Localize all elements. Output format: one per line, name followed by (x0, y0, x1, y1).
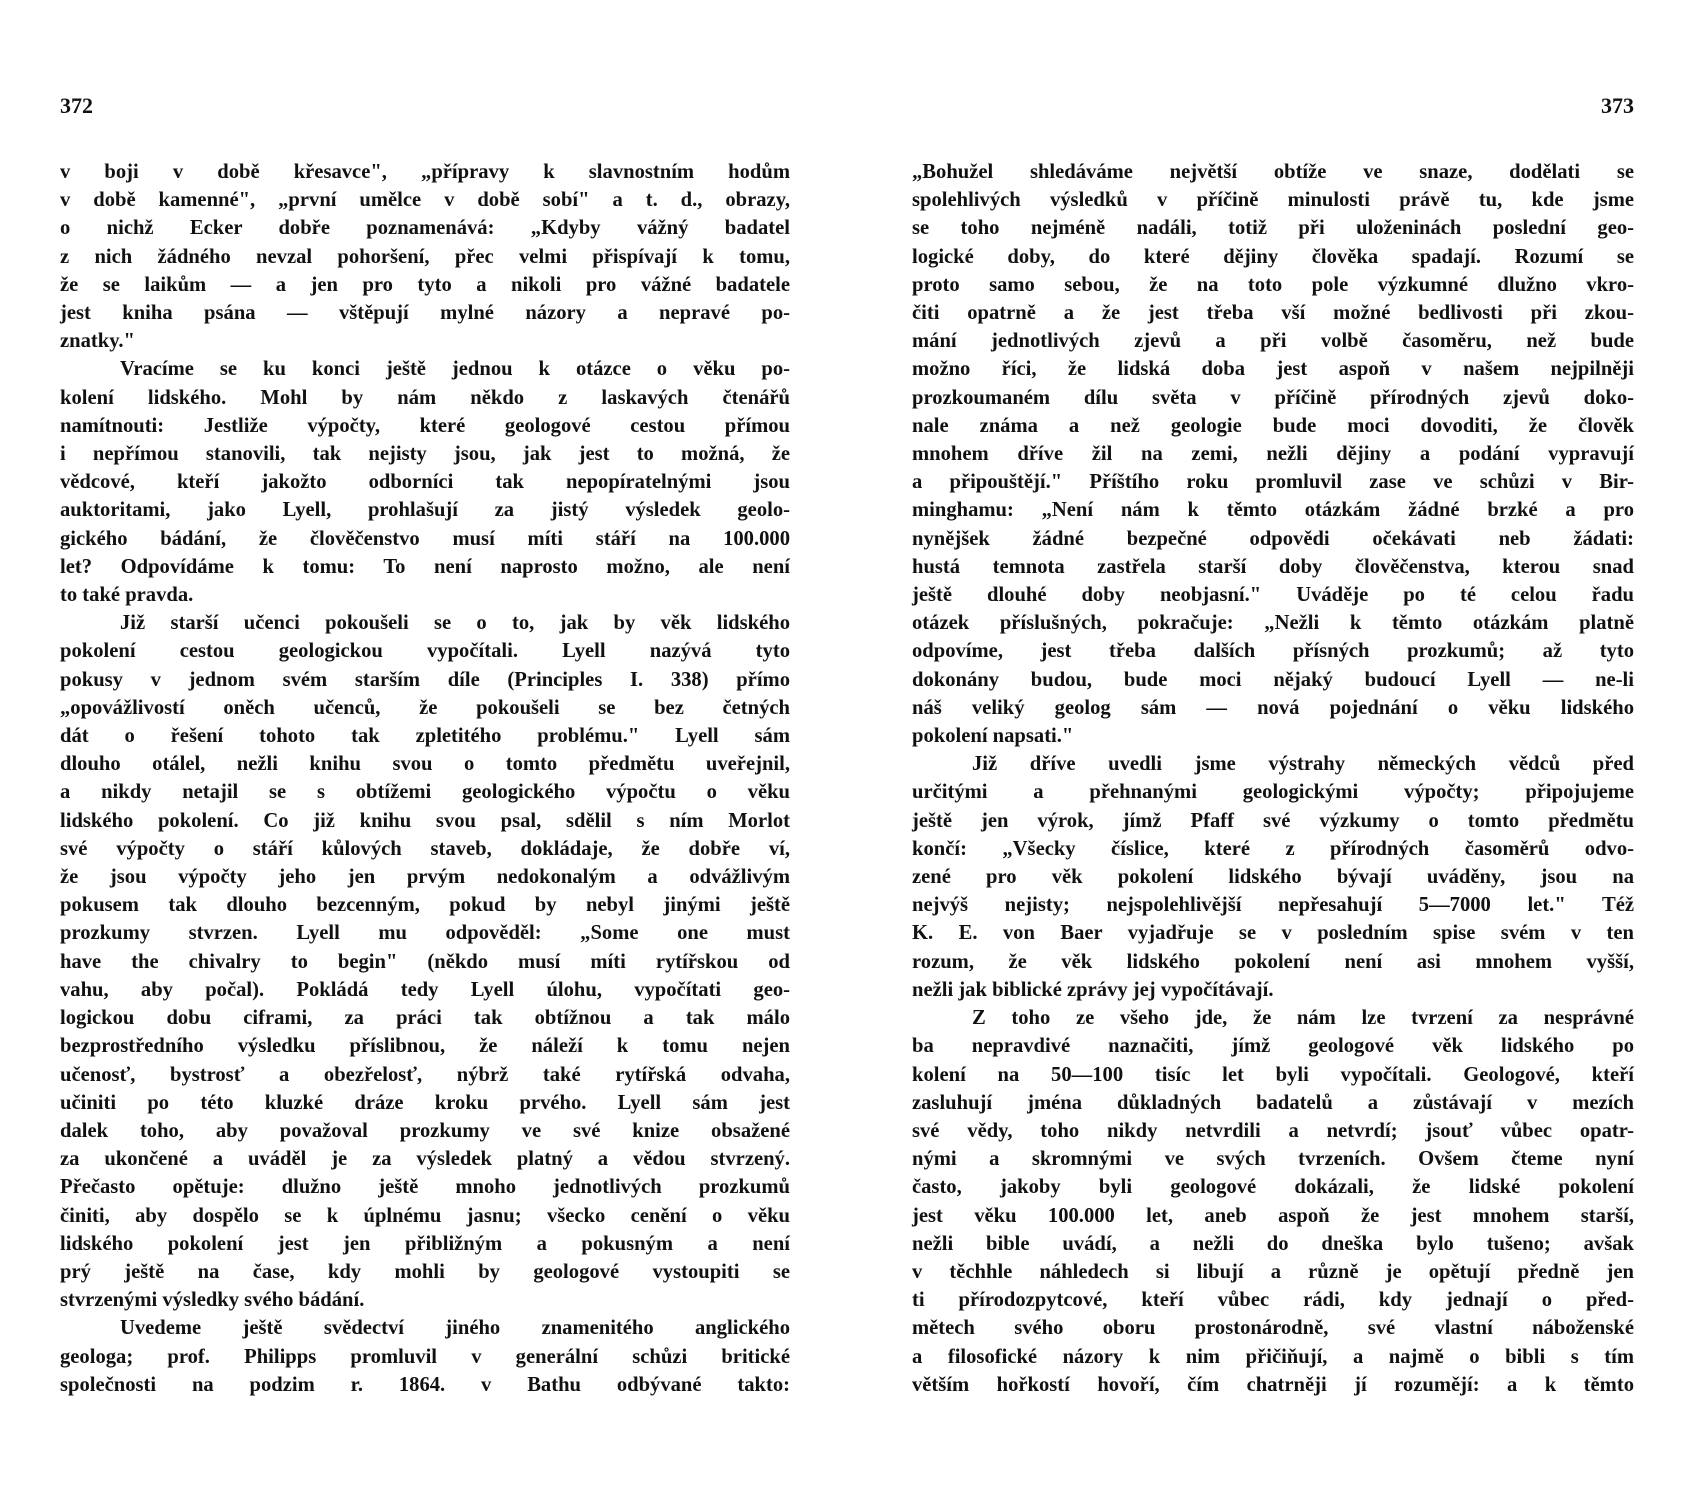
text-line: určitými a přehnanými geologickými výpočty; připojujeme (912, 781, 1634, 804)
text-line: své vědy, toho nikdy netvrdili a netvrdí; jsouť vůbec opatr- (912, 1119, 1634, 1142)
text-line: nejvýš nejisty; nejspolehlivější nepřesahují 5—7000 let." Též (912, 894, 1634, 917)
page-number: 373 (1601, 93, 1634, 118)
text-line: činiti, aby dospělo se k úplnému jasnu; všecko cenění o věku (60, 1204, 790, 1227)
text-line: že se laikům — a jen pro tyto a nikoli pro vážné badatele (60, 273, 790, 296)
text-line: lidského pokolení jest jen přibližným a pokusným a není (60, 1232, 790, 1255)
text-line: spolehlivých výsledků v příčině minulosti právě tu, kde jsme (912, 189, 1634, 212)
text-line: nežli bible uvádí, a nežli do dneška bylo tušeno; avšak (912, 1232, 1634, 1255)
text-line: Přečasto opětuje: dlužno ještě mnoho jednotlivých prozkumů (60, 1176, 790, 1199)
text-line: nale známa a než geologie bude moci dovoditi, že člověk (912, 414, 1634, 437)
text-line: se toho nejméně nadáli, totiž při uloženinách poslední geo- (912, 217, 1634, 240)
text-line: let? Odpovídáme k tomu: To není naprosto možno, ale není (60, 555, 790, 578)
text-line: prozkumy stvrzen. Lyell mu odpověděl: „Some one must (60, 922, 790, 945)
text-line: čiti opatrně a že jest třeba vší možné bedlivosti při zkou- (912, 302, 1634, 325)
text-line: have the chivalry to begin" (někdo musí míti rytířskou od (60, 950, 790, 973)
text-line: své výpočty o stáří kůlových staveb, dokládaje, že dobře ví, (60, 837, 790, 860)
text-line: kolení lidského. Mohl by nám někdo z laskavých čtenářů (60, 386, 790, 409)
text-line: pokusy v jednom svém starším díle (Principles I. 338) přímo (60, 668, 790, 691)
page-number: 372 (60, 93, 93, 118)
text-line: pokolení cestou geologickou vypočítali. Lyell nazývá tyto (60, 640, 790, 663)
text-line: dalek toho, aby považoval prozkumy ve své knize obsažené (60, 1119, 790, 1142)
text-line: „opovážlivostí oněch učenců, že pokoušeli se bez četných (60, 696, 790, 719)
text-line: učiniti po této kluzké dráze kroku prvého. Lyell sám jest (60, 1091, 790, 1114)
text-line: znatky." (60, 330, 135, 353)
text-line: ještě dlouhé doby neobjasní." Uváděje po té celou řadu (912, 584, 1634, 607)
text-line: nými a skromnými ve svých tvrzeních. Ovšem čteme nyní (912, 1148, 1634, 1171)
text-line: mání jednotlivých zjevů a při volbě časoměru, než bude (912, 330, 1634, 353)
text-line: otázek příslušných, pokračuje: „Nežli k těmto otázkám platně (912, 612, 1634, 635)
text-line: náš veliký geolog sám — nová pojednání o věku lidského (912, 696, 1634, 719)
text-line: v boji v době křesavce", „přípravy k slavnostním hodům (60, 161, 790, 183)
text-line: mnohem dříve žil na zemi, nežli dějiny a podání vypravují (912, 443, 1634, 466)
text-line: pokusem tak dlouho bezcenným, pokud by nebyl jinými ještě (60, 894, 790, 917)
text-line: gického bádání, že člověčenstvo musí míti stáří na 100.000 (60, 527, 790, 550)
text-line: o nichž Ecker dobře poznamenává: „Kdyby vážný badatel (60, 217, 790, 240)
text-line: z nich žádného nevzal pohoršení, přec velmi přispívají k tomu, (60, 245, 790, 268)
text-line: v těchhle náhledech si libují a různě je opětují předně jen (912, 1260, 1634, 1283)
text-line: prozkoumaném dílu světa v příčině přírodných zjevů doko- (912, 386, 1634, 409)
text-line: to také pravda. (60, 584, 194, 607)
text-line: rozum, že věk lidského pokolení není asi mnohem vyšší, (912, 950, 1634, 973)
text-line: učenosť, bystrosť a obezřelosť, nýbrž také rytířská odvaha, (60, 1063, 790, 1086)
text-line: bezprostředního výsledku příslibnou, že náleží k tomu nejen (60, 1035, 790, 1058)
text-line: lidského pokolení. Co již knihu svou psal, sdělil s ním Morlot (60, 809, 790, 832)
text-line: za ukončené a uváděl je za výsledek platný a vědou stvrzený. (60, 1148, 790, 1171)
text-line: Uvedeme ještě svědectví jiného znamenitého anglického (120, 1317, 790, 1340)
text-line: kolení na 50—100 tisíc let byli vypočítali. Geologové, kteří (912, 1063, 1634, 1086)
text-line: Již starší učenci pokoušeli se o to, jak by věk lidského (120, 612, 790, 635)
text-line: prý ještě na čase, kdy mohli by geologové vystoupiti se (60, 1260, 790, 1283)
text-line: nežli jak biblické zprávy jej vypočítávají. (912, 978, 1274, 1001)
text-line: i nepřímou stanovili, tak nejisty jsou, jak jest to možná, že (60, 443, 790, 466)
text-line: stvrzenými výsledky svého bádání. (60, 1289, 365, 1312)
text-line: logické doby, do které dějiny člověka spadají. Rozumí se (912, 245, 1634, 268)
text-line: dokonány budou, bude moci nějaký budoucí Lyell — ne-li (912, 668, 1634, 691)
text-line: K. E. von Baer vyjadřuje se v posledním spise svém v ten (912, 922, 1634, 945)
text-line: vědcové, kteří jakožto odborníci tak nepopíratelnými jsou (60, 471, 790, 494)
text-line: ti přírodozpytcové, kteří vůbec rádi, kdy jednají o před- (912, 1289, 1634, 1312)
text-line: dát o řešení tohoto tak zpletitého problému." Lyell sám (60, 725, 790, 748)
text-line: ještě jen výrok, jímž Pfaff své výzkumy o tomto předmětu (912, 809, 1634, 832)
text-line: Z toho ze všeho jde, že nám lze tvrzení za nesprávné (972, 1007, 1634, 1030)
text-line: společnosti na podzim r. 1864. v Bathu odbývané takto: (60, 1373, 790, 1396)
text-line: a filosofické názory k nim přičiňují, a najmě o bibli s tím (912, 1345, 1634, 1368)
text-line: proto samo sebou, že na toto pole výzkumné dlužno vkro- (912, 273, 1634, 296)
text-line: Již dříve uvedli jsme výstrahy německých vědců před (972, 753, 1634, 776)
text-line: ba nepravdivé naznačiti, jímž geologové věk lidského po (912, 1035, 1634, 1058)
text-line: a připouštějí." Příštího roku promluvil zase ve schůzi v Bir- (912, 471, 1634, 494)
page-text (912, 158, 1634, 1399)
text-line: namítnouti: Jestliže výpočty, které geologové cestou přímou (60, 414, 790, 437)
text-line: jest kniha psána — vštěpují mylné názory a nepravé po- (60, 302, 790, 325)
text-line: „Bohužel shledáváme největší obtíže ve snaze, dodělati se (912, 161, 1634, 183)
page-text (60, 158, 790, 1399)
text-line: dlouho otálel, nežli knihu svou o tomto předmětu uveřejnil, (60, 753, 790, 776)
text-line: Vracíme se ku konci ještě jednou k otázce o věku po- (120, 358, 790, 381)
text-line: minghamu: „Není nám k těmto otázkám žádné brzké a pro (912, 499, 1634, 522)
text-line: geologa; prof. Philipps promluvil v generální schůzi britické (60, 1345, 790, 1368)
text-line: vahu, aby počal). Pokládá tedy Lyell úlohu, vypočítati geo- (60, 978, 790, 1001)
text-line: odpovíme, jest třeba dalších přísných prozkumů; až tyto (912, 640, 1634, 663)
text-line: větším hořkostí hovoří, čím chatrněji jí rozumějí: a k těmto (912, 1373, 1634, 1396)
text-line: v době kamenné", „první umělce v době sobí" a t. d., obrazy, (60, 189, 790, 212)
text-line: zasluhují jména důkladných badatelů a zůstávají v mezích (912, 1091, 1634, 1114)
text-line: že jsou výpočty jeho jen prvým nedokonalým a odvážlivým (60, 866, 790, 889)
text-line: logickou dobu ciframi, za práci tak obtížnou a tak málo (60, 1007, 790, 1030)
text-line: a nikdy netajil se s obtížemi geologického výpočtu o věku (60, 781, 790, 804)
text-line: možno říci, že lidská doba jest aspoň v našem nejpilněji (912, 358, 1634, 381)
text-line: jest věku 100.000 let, aneb aspoň že jest mnohem starší, (912, 1204, 1634, 1227)
text-line: zené pro věk pokolení lidského bývají uváděny, jsou na (912, 866, 1634, 889)
text-line: nynějšek žádné bezpečné odpovědi očekávati neb žádati: (912, 527, 1634, 550)
text-line: končí: „Všecky číslice, které z přírodných časoměrů odvo- (912, 837, 1634, 860)
text-line: často, jakoby byli geologové dokázali, že lidské pokolení (912, 1176, 1634, 1199)
text-line: pokolení napsati." (912, 725, 1074, 748)
text-line: mětech svého oboru prostonárodně, své vlastní náboženské (912, 1317, 1634, 1340)
text-line: hustá temnota zastřela starší doby člověčenstva, kterou snad (912, 555, 1634, 578)
text-line: auktoritami, jako Lyell, prohlašují za jistý výsledek geolo- (60, 499, 790, 522)
